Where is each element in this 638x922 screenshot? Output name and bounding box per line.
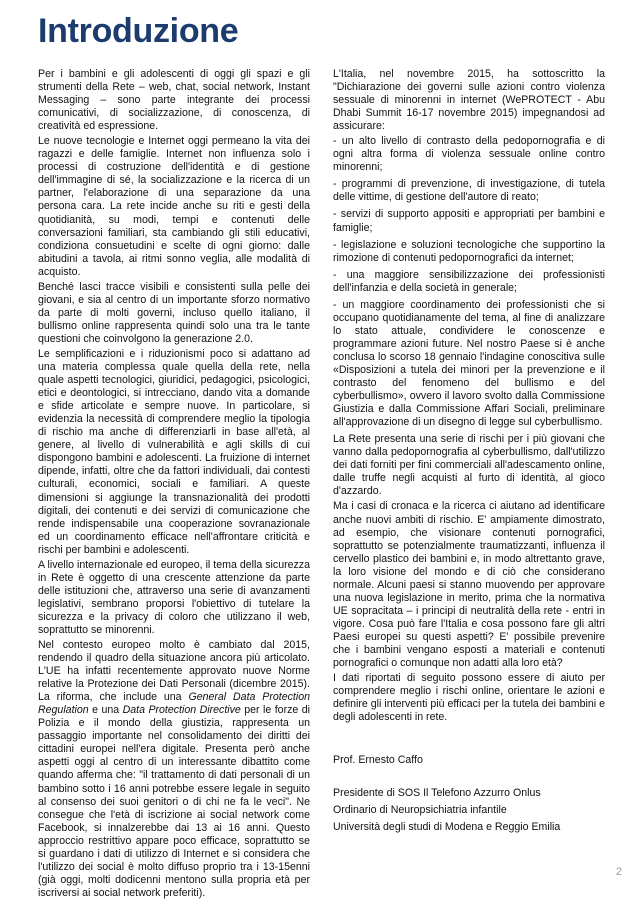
- signatory-role: Presidente di SOS Il Telefono Azzurro Onlus: [333, 787, 541, 800]
- paragraph: Le nuove tecnologie e Internet oggi permeano la vita dei ragazzi e delle famiglie. Internet non influenza solo i processi di costruzione dell'identità e di gestione dell'immagine di sé, la socializzazione e la ricerca di un partner, l'elaborazione di una separazione da una persona cara. La rete incide anche su riti e gesti della quotidianità, su modi, tempi e contenuti delle conversazioni familiari, sta cambiando gli stili educativi, condiziona consuetudini e scelte di ogni giorno: dalle abitudini a tavola, ai ritmi sonno veglia, alle modalità di acquisto.: [38, 135, 310, 278]
- signature-block: [333, 754, 605, 834]
- signatory-role: Ordinario di Neuropsichiatria infantile: [333, 804, 507, 817]
- left-column: [38, 68, 310, 902]
- paragraph: [38, 639, 310, 900]
- paragraph: Ma i casi di cronaca e la ricerca ci aiutano ad identificare anche nuovi ambiti di rischio. E' ampiamente dimostrato, ad esempio, che visionare contenuti pornografici, soprattutto se potenzialmente traumatizzanti, influenza il cervello plastico dei bambini e, in modo altrettanto grave, la loro visione del mondo e di ciò che considerano normale. Alcuni paesi si stanno muovendo per approvare una nuova legislazione in merito, prima che la normativa UE sopracitata – i principi di neutralità della rete - entri in vigore. Cosa può fare l'Italia e cosa possono fare gli altri Paesi europei su questi aspetti? E' possibile prevenire che i bambini vengano esposti a materiali e contenuti pornografici o comunque non adatti alla loro età?: [333, 500, 605, 670]
- italic-term: Data Protection Directive: [122, 704, 241, 717]
- list-item: - servizi di supporto appositi e appropriati per bambini e famiglie;: [333, 208, 605, 234]
- text-run: per le forze di Polizia e il mondo della giustizia, rappresenta un passaggio importante nel consolidamento dei diritti dei cittadini europei nell'era digitale. Presenta però anche aspetti oggi al centro di un interessante dibattito come quando afferma che: "il trattamento di dati personali di un bambino sotto i 16 anni potrebbe essere legale in seguito al consenso dei suoi genitori o di chi ne fa le veci". Ne consegue che l'età di iscrizione ai social network come Facebook, si innalzerebbe dai 13 ai 16 anni. Questo approccio restrittivo appare poco efficace, soprattutto se si guardano i dati di utilizzo di Internet e si considera che l'utilizzo dei social è molto diffuso proprio tra i 13-15enni (già oggi, molti dodicenni mentono sulla propria età per iscriversi ai social network preferiti).: [38, 704, 310, 899]
- paragraph: La Rete presenta una serie di rischi per i più giovani che vanno dalla pedopornografia al cyberbullismo, dall'utilizzo dei dati forniti per fini commerciali all'adescamento online, dalle truffe negli acquisti al furto di identità, al gioco d'azzardo.: [333, 433, 605, 498]
- paragraph: Per i bambini e gli adolescenti di oggi gli spazi e gli strumenti della Rete – web, chat, social network, Instant Messaging – sono parte integrante dei processi comunicativi, di socializzazione, di conoscenza, di creatività ed espressione.: [38, 68, 310, 133]
- paragraph: L'Italia, nel novembre 2015, ha sottoscritto la "Dichiarazione dei governi sulle azioni contro violenza sessuale di minorenni in internet (WePROTECT - Abu Dhabi Summit 16-17 novembre 2015) impegnandosi ad assicurare:: [333, 68, 605, 133]
- list-item: - un maggiore coordinamento dei professionisti che si occupano quotidianamente del tema, al fine di analizzare lo stato attuale, condividere le conoscenze e programmare azioni future. Nel nostro Paese si è anche conclusa lo scorso 18 gennaio l'indagine conoscitiva sulle «Disposizioni a tutela dei minori per la prevenzione e il contrasto del fenomeno del bullismo e del cyberbullismo», ovvero il lavoro svolto dalla Commissione Giustizia e dalla Commissione Affari Sociali, preliminare all'approvazione di un disegno di legge sul cyberbullismo.: [333, 298, 605, 429]
- signatory-role: Università degli studi di Modena e Reggio Emilia: [333, 821, 561, 834]
- right-column: [333, 68, 605, 838]
- paragraph: A livello internazionale ed europeo, il tema della sicurezza in Rete è oggetto di una crescente attenzione da parte delle istituzioni che, attraverso una serie di avanzamenti legislativi, sembrano proporsi l'obiettivo di tutelare la sicurezza e la privacy di coloro che utilizzano il web, soprattutto se minorenni.: [38, 558, 310, 636]
- list-item: - legislazione e soluzioni tecnologiche che supportino la rimozione di contenuti pedopornografici da internet;: [333, 238, 605, 264]
- italic-term: General Data Protection Regulation: [38, 691, 310, 717]
- paragraph: I dati riportati di seguito possono essere di aiuto per comprendere meglio i rischi online, orientare le azioni e definire gli interventi più efficaci per la tutela dei bambini e degli adolescenti in rete.: [333, 672, 605, 724]
- paragraph: Benché lasci tracce visibili e consistenti sulla pelle dei giovani, e sia al centro di un importante sforzo normativo da parte di molti governi, incluso quello italiano, il bullismo online rappresenta quindi solo una tra le tante questioni che coinvolgono la generazione 2.0.: [38, 280, 310, 345]
- list-item: - programmi di prevenzione, di investigazione, di tutela delle vittime, di gestione dell'autore di reato;: [333, 178, 605, 204]
- list-item: - una maggiore sensibilizzazione dei professionisti dell'infanzia e della società in generale;: [333, 268, 605, 294]
- list-item: - un alto livello di contrasto della pedopornografia e di ogni altra forma di violenza sessuale online contro minorenni;: [333, 135, 605, 174]
- page-title: Introduzione: [38, 12, 239, 50]
- page-number: 2: [615, 866, 622, 878]
- signatory-name: Prof. Ernesto Caffo: [333, 754, 423, 767]
- text-run: Nel contesto europeo molto è cambiato dal 2015, rendendo il quadro della situazione ancora più articolato. L'UE ha infatti recentemente approvato nuove Norme relative la Protezione dei Dati Personali (dicembre 2015). La riforma, che include una: [38, 639, 310, 704]
- paragraph: Le semplificazioni e i riduzionismi poco si adattano ad una materia complessa quale quella della rete, nella quale aspetti tecnologici, giuridici, pedagogici, psicologici, etici e deontologici, si intrecciano, dando vita a domande e sfide articolate e sempre nuove. In particolare, si evidenzia la necessità di comprendere meglio la tipologia di rischio ma anche di differenziarli in base all'età, al genere, al livello di vulnerabilità e agli skills di cui dispongono bambini e adolescenti. La fruizione di internet dipende, infatti, oltre che da fattori individuali, dai contesti culturali, economici, sociali e familiari. A queste dimensioni si aggiunge la transnazionalità dei prodotti digitali, dei contenuti e dei servizi di comunicazione che rende indispensabile una cooperazione sovranazionale ed un coordinamento efficace nell'affrontare criticità e rischi per bambini e adolescenti.: [38, 347, 310, 556]
- text-run: e una: [88, 704, 123, 717]
